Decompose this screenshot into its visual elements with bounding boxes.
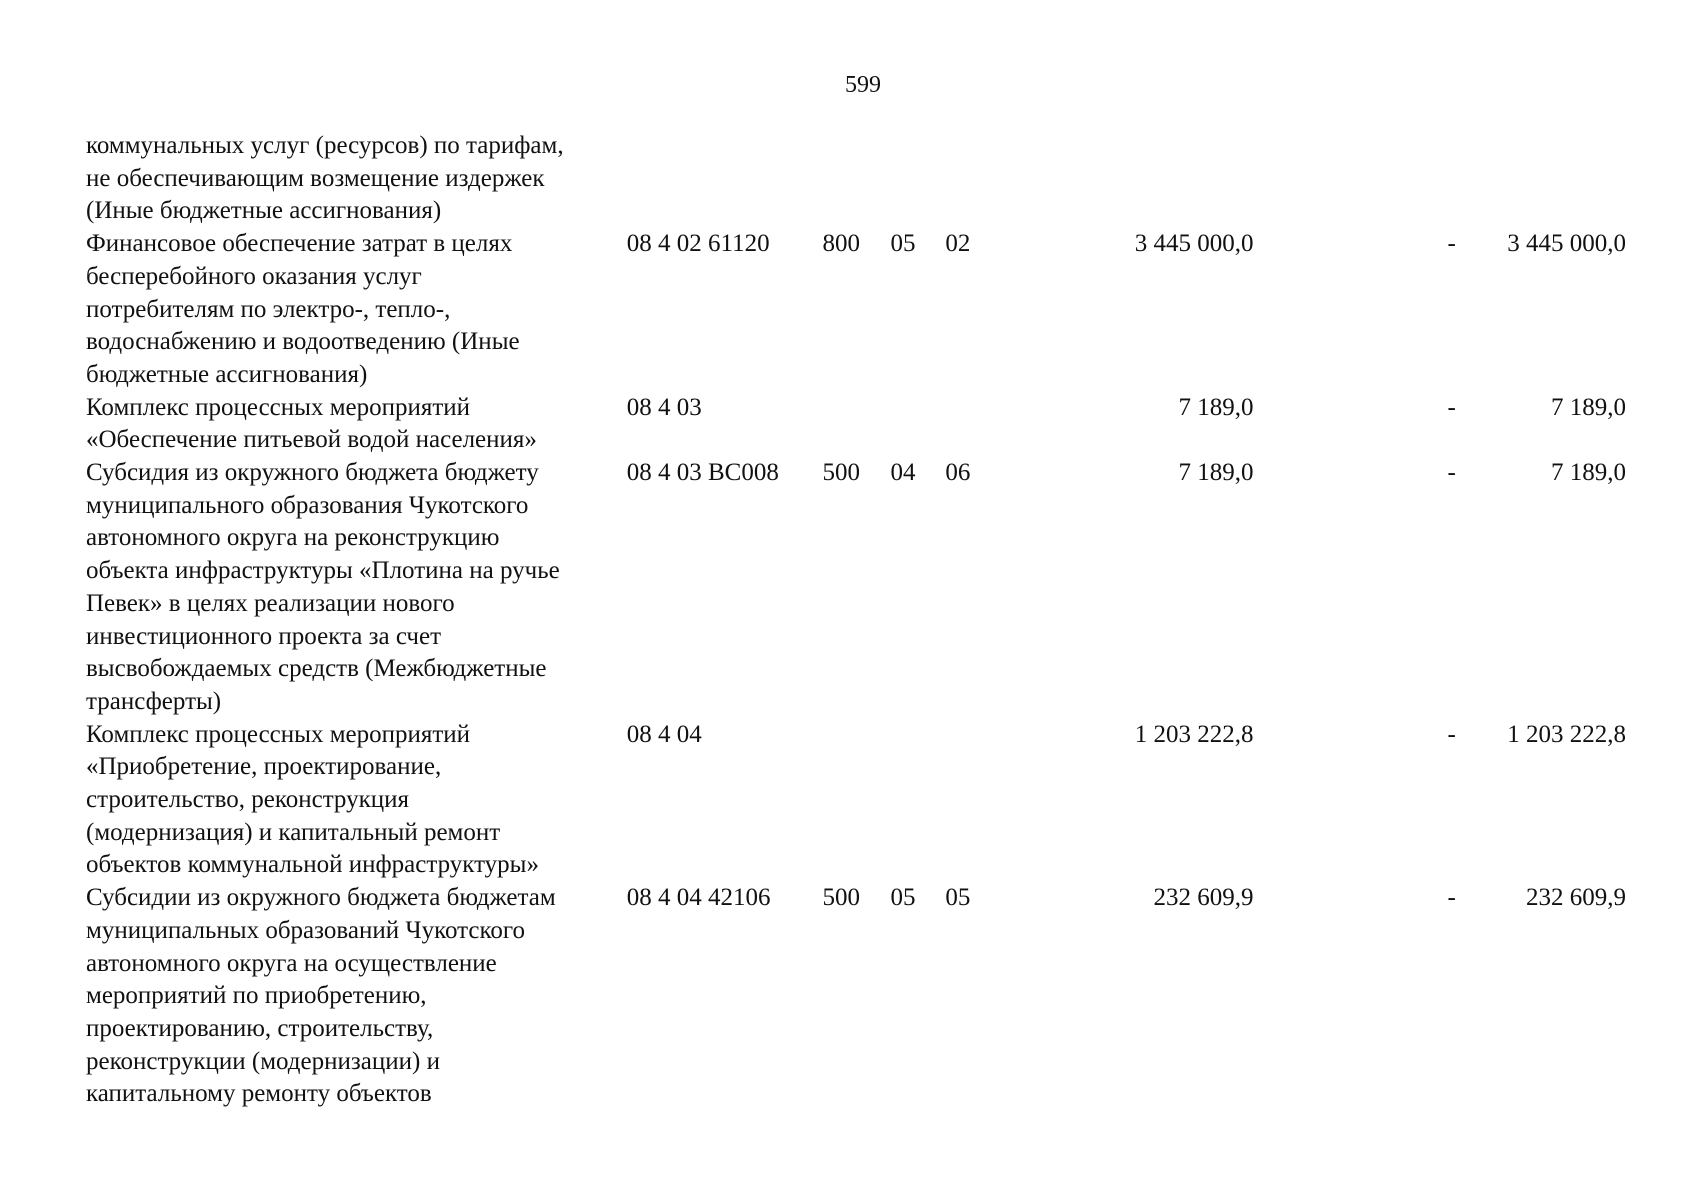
table-row xyxy=(86,457,1626,719)
target-article-code: 08 4 04 42106 xyxy=(626,884,771,912)
row-name-line: коммунальных услуг (ресурсов) по тарифам, xyxy=(86,132,564,159)
expense-type-code: 500 xyxy=(822,884,860,912)
row-name xyxy=(86,882,627,1111)
row-name xyxy=(86,130,627,228)
section-code: 05 xyxy=(890,230,916,258)
table-row xyxy=(86,882,1626,1111)
row-name-line: автономного округа на реконструкцию xyxy=(86,524,500,552)
subsection-code: 02 xyxy=(945,230,971,258)
row-name-line: водоснабжению и водоотведению (Иные xyxy=(86,328,520,356)
amount-change: - xyxy=(1447,230,1456,258)
subsection-code: 06 xyxy=(945,459,971,487)
amount-approved: 1 203 222,8 xyxy=(1134,720,1254,748)
expense-type-code: 800 xyxy=(822,230,860,258)
row-name-line: Певек» в целях реализации нового xyxy=(86,589,455,617)
row-name-line: инвестиционного проекта за счет xyxy=(86,622,442,650)
row-name-line: высвобождаемых средств (Межбюджетные xyxy=(86,655,547,683)
row-name-line: Субсидии из окружного бюджета бюджетам xyxy=(86,884,556,912)
row-name-line: бесперебойного оказания услуг xyxy=(86,262,422,290)
row-name-line: трансферты) xyxy=(86,687,222,715)
row-name-line: мероприятий по приобретению, xyxy=(86,982,427,1010)
row-name xyxy=(86,457,627,719)
section-code: 04 xyxy=(890,459,916,487)
row-name-line: реконструкции (модернизации) и xyxy=(86,1047,440,1075)
target-article-code: 08 4 03 xyxy=(626,393,702,421)
amount-approved: 7 189,0 xyxy=(1178,459,1254,487)
target-article-code: 08 4 02 61120 xyxy=(626,230,770,258)
amount-total: 7 189,0 xyxy=(1551,459,1626,487)
row-name xyxy=(86,392,627,457)
row-name-line: (модернизация) и капитальный ремонт xyxy=(86,818,501,846)
row-name-line: автономного округа на осуществление xyxy=(86,949,497,977)
amount-change: - xyxy=(1447,393,1456,421)
table-row xyxy=(86,130,1626,228)
table-row xyxy=(86,719,1626,883)
row-name-line: Комплекс процессных мероприятий xyxy=(86,720,471,748)
amount-total: 232 609,9 xyxy=(1526,884,1626,912)
table-row xyxy=(86,392,1626,457)
target-article-code: 08 4 04 xyxy=(626,720,702,748)
row-name-line: объектов коммунальной инфраструктуры» xyxy=(86,851,539,879)
row-name-line: Субсидия из окружного бюджета бюджету xyxy=(86,459,539,487)
row-name-line: Комплекс процессных мероприятий xyxy=(86,393,471,421)
amount-change: - xyxy=(1447,884,1456,912)
section-code: 05 xyxy=(890,884,916,912)
budget-table xyxy=(86,130,1626,1111)
row-name-line: Финансовое обеспечение затрат в целях xyxy=(86,230,513,258)
row-name-line: объекта инфраструктуры «Плотина на ручье xyxy=(86,557,560,585)
row-name-line: проектированию, строительству, xyxy=(86,1014,434,1042)
row-name xyxy=(86,228,627,392)
row-name-line: муниципального образования Чукотского xyxy=(86,491,529,519)
expense-type-code: 500 xyxy=(822,459,860,487)
amount-total: 3 445 000,0 xyxy=(1507,230,1626,258)
row-name-line: «Обеспечение питьевой водой населения» xyxy=(86,426,537,454)
row-name-line: капитальному ремонту объектов xyxy=(86,1080,432,1108)
row-name-line: (Иные бюджетные ассигнования) xyxy=(86,197,442,225)
amount-change: - xyxy=(1447,459,1456,487)
amount-approved: 232 609,9 xyxy=(1153,884,1254,912)
row-name-line: потребителям по электро-, тепло-, xyxy=(86,295,451,323)
amount-approved: 3 445 000,0 xyxy=(1134,230,1254,258)
row-name-line: муниципальных образований Чукотского xyxy=(86,916,525,944)
amount-change: - xyxy=(1447,720,1456,748)
amount-approved: 7 189,0 xyxy=(1178,393,1254,421)
row-name-line: бюджетные ассигнования) xyxy=(86,360,368,388)
amount-total: 1 203 222,8 xyxy=(1507,720,1626,748)
amount-total: 7 189,0 xyxy=(1551,393,1626,421)
table-row xyxy=(86,228,1626,392)
page-number: 599 xyxy=(845,72,881,98)
row-name-line: не обеспечивающим возмещение издержек xyxy=(86,164,545,192)
row-name-line: строительство, реконструкция xyxy=(86,786,410,814)
subsection-code: 05 xyxy=(945,884,971,912)
row-name xyxy=(86,719,627,883)
target-article-code: 08 4 03 ВС008 xyxy=(626,459,779,487)
row-name-line: «Приобретение, проектирование, xyxy=(86,753,442,781)
